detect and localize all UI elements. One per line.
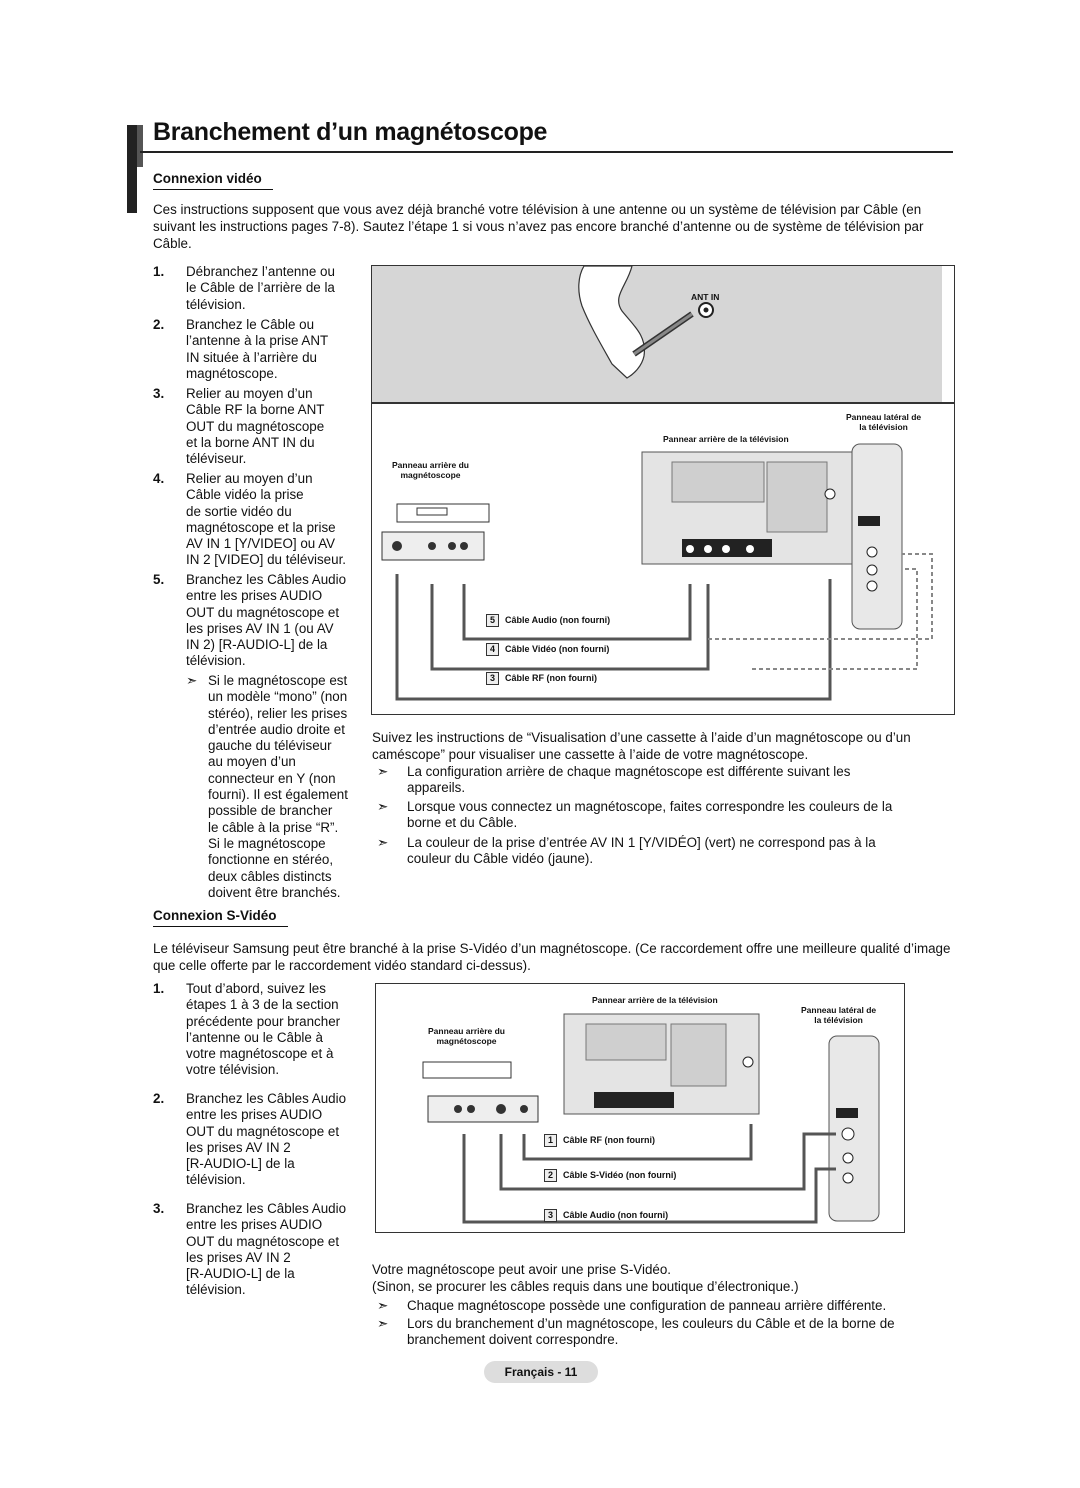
cable-label: Câble S-Vidéo (non fourni) xyxy=(563,1170,677,1180)
cable-number: 4 xyxy=(486,643,499,656)
video-step-2 xyxy=(153,317,368,383)
cable-number: 1 xyxy=(544,1134,557,1147)
section-marker-bar xyxy=(127,125,137,213)
svideo-connection-figure xyxy=(375,983,905,1233)
jack xyxy=(843,1173,853,1183)
jack xyxy=(704,545,712,553)
note-text: Lorsque vous connectez un magnétoscope, faites correspondre les couleurs de la borne et du Câble. xyxy=(407,799,893,831)
arrow-icon: ➣ xyxy=(377,835,389,850)
cable-caption xyxy=(544,1134,655,1147)
tv-ant-in-jack xyxy=(743,1057,753,1067)
cable-number: 3 xyxy=(544,1209,557,1222)
arrow-icon: ➣ xyxy=(377,799,389,814)
antenna-cable-core xyxy=(634,314,692,354)
tv-av-strip xyxy=(594,1092,674,1108)
tv-side-label: Panneau latéral de la télévision xyxy=(801,1005,877,1025)
note-text: Lors du branchement d’un magnétoscope, les couleurs du Câble et de la borne de branchement doivent correspondre. xyxy=(407,1316,895,1348)
svideo-step-2 xyxy=(153,1091,368,1191)
jack xyxy=(843,1153,853,1163)
step-number: 3. xyxy=(153,386,165,401)
step-number: 2. xyxy=(153,1091,165,1106)
cable-caption xyxy=(486,643,609,656)
ant-in-pin xyxy=(704,308,709,313)
section-marker-bar-inner xyxy=(137,125,143,167)
svideo-note-1 xyxy=(377,1298,953,1316)
video-connection-diagram xyxy=(372,404,954,714)
heading-underline xyxy=(153,189,273,190)
video-step-1 xyxy=(153,264,368,314)
step-number: 1. xyxy=(153,981,165,996)
page-title: Branchement d’un magnétoscope xyxy=(153,118,548,146)
vcr-rear-label: Panneau arrière du magnétoscope xyxy=(392,460,470,480)
cable-number: 2 xyxy=(544,1169,557,1182)
tv-rear-block xyxy=(586,1024,666,1060)
tv-rear-block-2 xyxy=(671,1024,726,1086)
step-text: Branchez les Câbles Audio entre les prises AUDIO OUT du magnétoscope et les prises AV IN 2 [R-AUDIO-L] de la télévision. xyxy=(186,1201,347,1298)
video-heading xyxy=(153,171,262,186)
vcr-body xyxy=(423,1062,511,1078)
audio-cable xyxy=(464,584,690,639)
tv-ant-in-jack xyxy=(825,489,835,499)
jack xyxy=(867,547,877,557)
video-follow: Suivez les instructions de “Visualisation d’une cassette à l’aide d’un magnétoscope ou d’un caméscope” pour visualiser une cassette à l’aide de votre magnétoscope. xyxy=(372,730,911,762)
cable-label: Câble Vidéo (non fourni) xyxy=(505,644,610,654)
step-number: 5. xyxy=(153,572,165,587)
tv-rear-label: Pannear arrière de la télévision xyxy=(592,995,718,1005)
vcr-slot xyxy=(417,508,447,515)
note-text: La couleur de la prise d’entrée AV IN 1 [Y/VIDÉO] (vert) ne correspond pas à la couleur du Câble vidéo (jaune). xyxy=(407,835,876,867)
tv-rear-block xyxy=(672,462,764,502)
antenna-illustration xyxy=(372,266,954,402)
step-text: Débranchez l’antenne ou le Câble de l’arrière de la télévision. xyxy=(186,264,335,312)
step-text: Relier au moyen d’un Câble RF la borne ANT OUT du magnétoscope et la borne ANT IN du téléviseur. xyxy=(186,386,325,467)
cable-label: Câble Audio (non fourni) xyxy=(563,1210,669,1220)
svideo-after-1: Votre magnétoscope peut avoir une prise S-Vidéo. xyxy=(372,1262,672,1277)
video-step-3 xyxy=(153,386,368,468)
vcr-jack xyxy=(428,542,436,550)
hand-shape xyxy=(579,266,645,378)
panel-edge xyxy=(942,266,954,402)
tv-rear-label: Pannear arrière de la télévision xyxy=(663,434,789,444)
svideo-jack xyxy=(842,1128,854,1140)
vcr-svideo-jack xyxy=(496,1104,506,1114)
jack xyxy=(722,545,730,553)
step-text: Relier au moyen d’un Câble vidéo la prise de sortie vidéo du magnétoscope et la prise AV IN 1 [Y/VIDEO] ou AV IN 2 [VIDEO] du téléviseur. xyxy=(186,471,347,568)
tv-side-panel xyxy=(829,1036,879,1221)
video-note-2 xyxy=(377,799,953,833)
step-text: Branchez les Câbles Audio entre les prises AUDIO OUT du magnétoscope et les prises AV IN 1 (ou AV IN 2) [R-AUDIO-L] de la télévision. xyxy=(186,572,347,669)
svideo-note-2 xyxy=(377,1316,953,1350)
cable-label: Câble RF (non fourni) xyxy=(563,1135,655,1145)
arrow-icon: ➣ xyxy=(377,764,389,779)
tv-rear-block-2 xyxy=(767,462,827,532)
vcr-jack xyxy=(392,541,402,551)
step-number: 2. xyxy=(153,317,165,332)
svideo-intro: Le téléviseur Samsung peut être branché à la prise S-Vidéo d’un magnétoscope. (Ce raccordement offre une meilleure qualité d’image que celle offerte par le raccordement vidéo standard ci-dessus). xyxy=(153,941,951,973)
note-text: Si le magnétoscope est un modèle “mono” (non stéréo), relier les prises d’entrée audio droite et gauche du téléviseur au moyen d’un connecteur en Y (non fourni). Il est également possible de brancher le câble à la prise “R”. Si le magnétoscope fonctionne en stéréo, deux câbles distincts doivent être branchés. xyxy=(208,673,348,900)
arrow-icon: ➣ xyxy=(377,1316,389,1331)
page-number-badge: Français - 11 xyxy=(484,1361,598,1383)
av-in-2-badge xyxy=(836,1108,858,1118)
video-heading-text: Connexion vidéo xyxy=(153,171,262,186)
tv-side-label: Panneau latéral de la télévision xyxy=(846,412,922,432)
note-text: La configuration arrière de chaque magnétoscope est différente suivant les appareils. xyxy=(407,764,851,796)
mono-note xyxy=(186,673,371,903)
video-intro: Ces instructions supposent que vous avez déjà branché votre télévision à une antenne ou un système de télévision par Câble (en suivant les instructions pages 7-8). Sautez l’étape 1 si vous n’avez pas encore branché d’antenne ou de système de télévision par Câble. xyxy=(153,202,924,251)
vcr-jack xyxy=(460,542,468,550)
vcr-jack xyxy=(467,1105,475,1113)
cable-caption xyxy=(544,1169,676,1182)
step-number: 3. xyxy=(153,1201,165,1216)
video-note-1 xyxy=(377,764,953,798)
cable-label: Câble Audio (non fourni) xyxy=(505,615,611,625)
step-number: 1. xyxy=(153,264,165,279)
vcr-jack xyxy=(454,1105,462,1113)
rf-cable xyxy=(397,574,830,699)
cable-caption xyxy=(486,614,610,627)
ant-in-label: ANT IN xyxy=(691,292,720,302)
video-step-5 xyxy=(153,572,368,670)
cable-number: 3 xyxy=(486,672,499,685)
svideo-heading xyxy=(153,908,277,923)
step-number: 4. xyxy=(153,471,165,486)
arrow-icon: ➣ xyxy=(377,1298,389,1313)
cable-label: Câble RF (non fourni) xyxy=(505,673,597,683)
tv-side-panel xyxy=(852,444,902,629)
cable-caption xyxy=(486,672,597,685)
video-connection-figure xyxy=(371,403,955,715)
vcr-jack xyxy=(448,542,456,550)
title-rule xyxy=(140,151,953,153)
svideo-step-3 xyxy=(153,1201,368,1301)
svideo-after-2: (Sinon, se procurer les câbles requis dans une boutique d’électronique.) xyxy=(372,1279,799,1294)
vcr-rear-label: Panneau arrière du magnétoscope xyxy=(428,1026,506,1046)
cable-number: 5 xyxy=(486,614,499,627)
svideo-heading-text: Connexion S-Vidéo xyxy=(153,908,277,923)
jack xyxy=(867,565,877,575)
step-text: Branchez le Câble ou l’antenne à la prise ANT IN située à l’arrière du magnétoscope. xyxy=(186,317,329,381)
av-in-2-badge xyxy=(858,516,880,526)
step-text: Branchez les Câbles Audio entre les prises AUDIO OUT du magnétoscope et les prises AV IN 2 [R-AUDIO-L] de la télévision. xyxy=(186,1091,347,1188)
svideo-step-1 xyxy=(153,981,368,1081)
jack xyxy=(686,545,694,553)
note-text: Chaque magnétoscope possède une configuration de panneau arrière différente. xyxy=(407,1298,887,1313)
antenna-figure xyxy=(371,265,955,403)
jack xyxy=(746,545,754,553)
video-step-4 xyxy=(153,471,378,569)
cable-caption xyxy=(544,1209,668,1222)
step-text: Tout d’abord, suivez les étapes 1 à 3 de la section précédente pour brancher l’antenne ou le Câble à votre magnétoscope et à votre télévision. xyxy=(186,981,341,1078)
heading-underline xyxy=(153,926,288,927)
arrow-icon: ➣ xyxy=(186,673,198,688)
jack xyxy=(867,581,877,591)
vcr-jack xyxy=(520,1105,528,1113)
video-note-3 xyxy=(377,835,953,869)
